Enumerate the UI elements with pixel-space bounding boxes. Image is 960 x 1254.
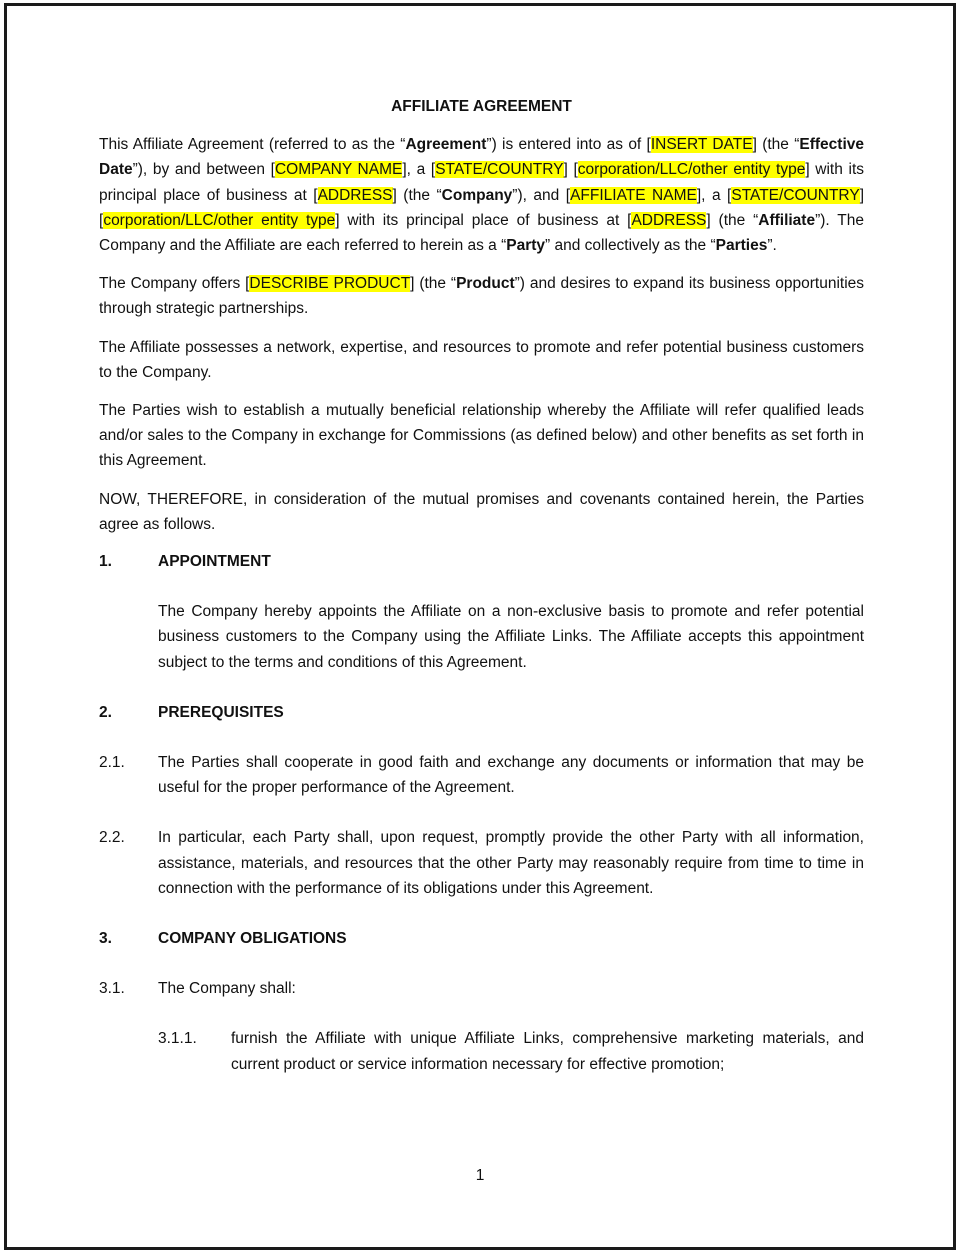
placeholder-state-country: STATE/COUNTRY <box>731 186 860 204</box>
defined-term-parties: Parties <box>715 237 768 255</box>
placeholder-entity-type: corporation/LLC/other entity type <box>577 161 806 179</box>
affiliate-paragraph: The Affiliate possesses a network, expertise, and resources to promote and refer potential business customers to the Company. <box>99 338 864 381</box>
placeholder-insert-date: INSERT DATE <box>650 136 753 154</box>
section-heading-company-obligations <box>99 926 864 951</box>
document-title: AFFILIATE AGREEMENT <box>391 98 572 115</box>
placeholder-affiliate-name: AFFILIATE NAME <box>570 186 697 204</box>
intro-text: ] (the “ <box>392 186 442 204</box>
intro-text: ] (the “ <box>752 136 800 154</box>
clause-number: 3.1. <box>99 980 125 998</box>
clause-3-1 <box>99 976 864 1001</box>
placeholder-entity-type: corporation/LLC/other entity type <box>103 211 336 229</box>
intro-text: ] (the “ <box>706 211 759 229</box>
product-text: ] (the “ <box>410 275 457 293</box>
appointment-body: The Company hereby appoints the Affiliate on a non-exclusive basis to promote and refer potential business customers to the Company using the Affiliate Links. The Affiliate accepts this appointment subject to the terms and conditions of this Agreement. <box>158 603 864 671</box>
section-number: 1. <box>99 553 112 571</box>
placeholder-company-name: COMPANY NAME <box>274 161 403 179</box>
clause-text: The Parties shall cooperate in good faith and exchange any documents or information that may be useful for the proper performance of the Agreement. <box>158 754 864 797</box>
intro-text: ”), and [ <box>512 186 571 204</box>
parties-paragraph: The Parties wish to establish a mutually beneficial relationship whereby the Affiliate will refer qualified leads and/or sales to the Company in exchange for Commissions (as defined below) and other benefits as set forth in this Agreement. <box>99 402 864 470</box>
product-text: ”) and desires to expand its business opportunities through strategic partnerships. <box>99 275 865 318</box>
placeholder-address: ADDRESS <box>317 186 393 204</box>
clause-number: 2.1. <box>99 754 125 772</box>
clause-text: The Company shall: <box>158 980 296 998</box>
placeholder-address: ADDRESS <box>631 211 707 229</box>
clause-number: 3.1.1. <box>158 1030 197 1048</box>
section-title: PREREQUISITES <box>158 703 284 721</box>
placeholder-state-country: STATE/COUNTRY <box>435 161 564 179</box>
intro-text: ”) is entered into as of [ <box>486 136 651 154</box>
intro-text: ”), by and between [ <box>132 161 275 179</box>
defined-term-party: Party <box>506 237 546 255</box>
intro-text: ], a [ <box>696 186 732 204</box>
page-number: 1 <box>475 1167 485 1184</box>
section-heading-appointment <box>99 549 864 574</box>
product-paragraph <box>99 271 864 321</box>
section-heading-prerequisites <box>99 700 864 725</box>
document-page <box>4 3 956 1250</box>
intro-text: ], a [ <box>402 161 436 179</box>
intro-text: ”. <box>767 237 777 255</box>
defined-term-affiliate: Affiliate <box>758 211 816 229</box>
clause-text: In particular, each Party shall, upon request, promptly provide the other Party with all information, assistance, materials, and resources that the other Party may reasonably require from time to time in connection with the performance of its obligations under this Agreement. <box>158 829 864 897</box>
defined-term-agreement: Agreement <box>405 136 487 154</box>
clause-2-1 <box>99 750 864 800</box>
defined-term-company: Company <box>441 186 513 204</box>
intro-text: ”). The Company and the Affiliate are each referred to herein as a “ <box>99 211 864 255</box>
clause-text: furnish the Affiliate with unique Affiliate Links, comprehensive marketing materials, and current product or service information necessary for effective promotion; <box>231 1030 864 1073</box>
document-content <box>99 94 864 1077</box>
intro-text: ] with its principal place of business at [ <box>335 211 632 229</box>
section-number: 2. <box>99 703 112 721</box>
intro-text: This Affiliate Agreement (referred to as the “ <box>99 136 406 154</box>
section-title: COMPANY OBLIGATIONS <box>158 930 347 948</box>
defined-term-effective-date: Effective Date <box>99 136 864 179</box>
product-text: The Company offers [ <box>99 275 250 293</box>
now-therefore-paragraph: NOW, THEREFORE, in consideration of the mutual promises and covenants contained herein, the Parties agree as follows. <box>99 490 864 533</box>
intro-text: ] [ <box>99 186 864 229</box>
placeholder-describe-product: DESCRIBE PRODUCT <box>249 275 411 293</box>
section-number: 3. <box>99 930 112 948</box>
clause-3-1-1 <box>158 1026 864 1076</box>
clause-2-2 <box>99 825 864 901</box>
defined-term-product: Product <box>456 275 515 293</box>
clause-number: 2.2. <box>99 829 125 847</box>
intro-text: ] [ <box>563 161 578 179</box>
intro-paragraph <box>99 132 864 258</box>
intro-text: ” and collectively as the “ <box>545 237 716 255</box>
intro-text: ] with its principal place of business at [ <box>99 161 865 204</box>
section-title: APPOINTMENT <box>158 553 271 571</box>
